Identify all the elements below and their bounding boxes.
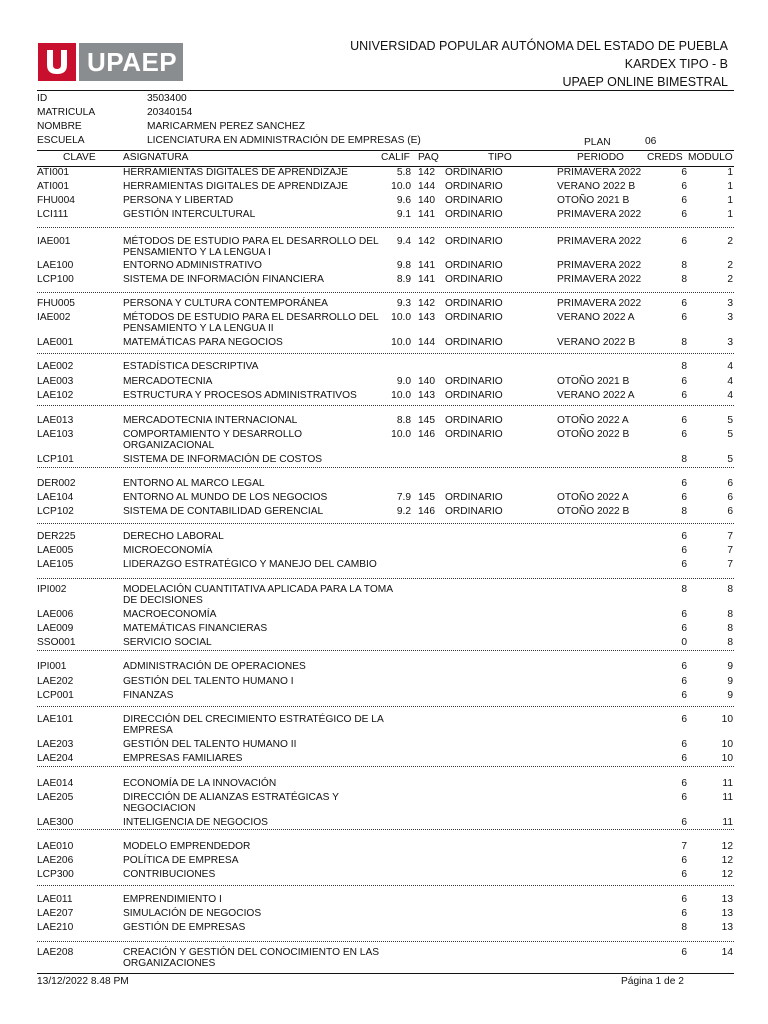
cell-calif: 9.0 [396, 376, 411, 387]
cell-paq: 141 [418, 260, 435, 271]
cell-periodo: PRIMAVERA 2022 [557, 274, 642, 285]
cell-paq: 142 [418, 236, 435, 247]
cell-clave: FHU005 [37, 298, 75, 309]
cell-clave: LAE011 [37, 894, 73, 905]
col-tipo: TIPO [488, 152, 512, 163]
cell-modulo: 5 [727, 429, 733, 440]
cell-creds: 6 [681, 559, 687, 570]
cell-asignatura: ENTORNO AL MUNDO DE LOS NEGOCIOS [123, 492, 328, 503]
cell-modulo: 3 [727, 337, 733, 348]
cell-modulo: 5 [727, 415, 733, 426]
cell-periodo: PRIMAVERA 2022 [557, 298, 642, 309]
cell-modulo: 11 [722, 778, 733, 789]
cell-tipo: ORDINARIO [445, 376, 503, 387]
col-paq: PAQ [418, 152, 439, 163]
cell-periodo: OTOÑO 2021 B [557, 376, 630, 387]
cell-asignatura: MATEMÁTICAS PARA NEGOCIOS [123, 337, 283, 348]
cell-clave: LAE206 [37, 855, 74, 866]
cell-clave: LCP001 [37, 690, 74, 701]
cell-modulo: 14 [721, 947, 733, 958]
cell-clave: LAE006 [37, 609, 74, 620]
cell-asignatura: POLÍTICA DE EMPRESA [123, 855, 239, 866]
cell-paq: 144 [418, 181, 435, 192]
col-clave: CLAVE [63, 152, 96, 163]
col-calif: CALIF [381, 152, 410, 163]
cell-paq: 140 [418, 195, 435, 206]
cell-modulo: 8 [727, 609, 733, 620]
plan-label: PLAN [584, 137, 611, 148]
cell-creds: 6 [681, 855, 687, 866]
cell-modulo: 8 [727, 623, 733, 634]
cell-tipo: ORDINARIO [445, 415, 503, 426]
cell-creds: 6 [681, 209, 687, 220]
matricula-value: 20340154 [147, 107, 193, 118]
cell-creds: 6 [681, 792, 687, 803]
cell-creds: 6 [681, 609, 687, 620]
cell-asignatura: SERVICIO SOCIAL [123, 637, 212, 648]
matricula-label: MATRICULA [37, 107, 96, 118]
cell-creds: 8 [681, 454, 687, 465]
cell-calif: 9.3 [396, 298, 411, 309]
cell-modulo: 6 [727, 478, 733, 489]
col-modulo: MODULO [688, 152, 733, 163]
cell-creds: 6 [681, 181, 687, 192]
cell-clave: ATI001 [37, 167, 70, 178]
cell-calif: 9.8 [396, 260, 411, 271]
cell-clave: LAE203 [37, 739, 74, 750]
cell-asignatura: HERRAMIENTAS DIGITALES DE APRENDIZAJE [123, 167, 348, 178]
cell-asignatura: INTELIGENCIA DE NEGOCIOS [123, 817, 268, 828]
logo-wordmark: UPAEP [79, 43, 183, 81]
cell-clave: LAE003 [37, 376, 74, 387]
cell-tipo: ORDINARIO [445, 312, 503, 323]
cell-modulo: 2 [727, 260, 733, 271]
cell-asignatura: MERCADOTECNIA [123, 376, 213, 387]
cell-clave: LAE005 [37, 545, 74, 556]
cell-clave: LAE204 [37, 753, 74, 764]
cell-creds: 6 [681, 908, 687, 919]
cell-asignatura: FINANZAS [123, 690, 174, 701]
cell-tipo: ORDINARIO [445, 274, 503, 285]
cell-calif: 10.0 [391, 181, 411, 192]
module-separator [37, 227, 734, 228]
cell-calif: 9.1 [396, 209, 411, 220]
cell-periodo: VERANO 2022 B [557, 181, 636, 192]
cell-clave: LAE013 [37, 415, 74, 426]
cell-creds: 6 [681, 661, 687, 672]
cell-clave: LAE210 [37, 922, 74, 933]
cell-calif: 5.8 [396, 167, 411, 178]
cell-tipo: ORDINARIO [445, 260, 503, 271]
cell-asignatura: DIRECCIÓN DE ALIANZAS ESTRATÉGICAS Y NEGOCIACION [123, 792, 339, 814]
id-label: ID [37, 93, 48, 104]
cell-asignatura: ECONOMÍA DE LA INNOVACIÓN [123, 778, 277, 789]
cell-creds: 6 [681, 376, 687, 387]
cell-creds: 6 [681, 236, 687, 247]
cell-creds: 6 [681, 947, 687, 958]
cell-modulo: 12 [721, 841, 733, 852]
upaep-u-mark [38, 43, 76, 81]
cell-creds: 8 [681, 584, 687, 595]
cell-asignatura: EMPRESAS FAMILIARES [123, 753, 243, 764]
col-creds: CREDS [647, 152, 683, 163]
cell-clave: LAE105 [37, 559, 74, 570]
cell-modulo: 1 [727, 209, 733, 220]
cell-clave: LAE103 [37, 429, 74, 440]
document-header [350, 37, 728, 91]
module-separator [37, 829, 734, 830]
cell-clave: DER225 [37, 531, 76, 542]
cell-modulo: 2 [727, 274, 733, 285]
cell-creds: 6 [681, 545, 687, 556]
module-separator [37, 405, 734, 406]
cell-creds: 8 [681, 260, 687, 271]
cell-paq: 143 [418, 312, 435, 323]
cell-tipo: ORDINARIO [445, 429, 503, 440]
cell-modulo: 1 [727, 195, 733, 206]
university-name: UNIVERSIDAD POPULAR AUTÓNOMA DEL ESTADO DE PUEBLA [350, 39, 728, 53]
cell-clave: ATI001 [37, 181, 70, 192]
cell-asignatura: ENTORNO ADMINISTRATIVO [123, 260, 262, 271]
cell-clave: LAE207 [37, 908, 74, 919]
u-shield-icon [44, 48, 70, 76]
cell-creds: 6 [681, 415, 687, 426]
cell-creds: 6 [681, 753, 687, 764]
cell-creds: 6 [681, 817, 687, 828]
id-value: 3503400 [147, 93, 187, 104]
upaep-logo [38, 43, 183, 81]
cell-modulo: 3 [727, 298, 733, 309]
cell-asignatura: LIDERAZGO ESTRATÉGICO Y MANEJO DEL CAMBIO [123, 559, 377, 570]
cell-asignatura: GESTIÓN DEL TALENTO HUMANO II [123, 739, 297, 750]
cell-paq: 140 [418, 376, 435, 387]
cell-modulo: 4 [727, 376, 733, 387]
cell-clave: LAE205 [37, 792, 74, 803]
cell-modulo: 4 [727, 390, 733, 401]
cell-modulo: 9 [727, 676, 733, 687]
col-periodo: PERIODO [577, 152, 624, 163]
cell-periodo: OTOÑO 2022 B [557, 506, 630, 517]
cell-periodo: PRIMAVERA 2022 [557, 260, 642, 271]
cell-tipo: ORDINARIO [445, 390, 503, 401]
cell-tipo: ORDINARIO [445, 195, 503, 206]
cell-asignatura: PERSONA Y LIBERTAD [123, 195, 234, 206]
cell-asignatura: SISTEMA DE CONTABILIDAD GERENCIAL [123, 506, 324, 517]
cell-modulo: 10 [721, 753, 733, 764]
cell-modulo: 13 [721, 894, 733, 905]
cell-tipo: ORDINARIO [445, 209, 503, 220]
cell-modulo: 10 [721, 739, 733, 750]
cell-creds: 6 [681, 531, 687, 542]
cell-paq: 144 [418, 337, 435, 348]
cell-asignatura: MODELO EMPRENDEDOR [123, 841, 251, 852]
cell-modulo: 7 [727, 545, 733, 556]
cell-modulo: 7 [727, 559, 733, 570]
table-header [37, 150, 734, 167]
cell-paq: 146 [418, 506, 435, 517]
cell-calif: 9.6 [396, 195, 411, 206]
cell-asignatura: ADMINISTRACIÓN DE OPERACIONES [123, 661, 306, 672]
cell-creds: 6 [681, 429, 687, 440]
cell-calif: 9.2 [396, 506, 411, 517]
cell-asignatura: CREACIÓN Y GESTIÓN DEL CONOCIMIENTO EN LAS ORGANIZACIONES [123, 947, 380, 969]
cell-asignatura: SIMULACIÓN DE NEGOCIOS [123, 908, 262, 919]
cell-creds: 7 [681, 841, 687, 852]
cell-asignatura: MÉTODOS DE ESTUDIO PARA EL DESARROLLO DEL PENSAMIENTO Y LA LENGUA II [123, 312, 379, 334]
cell-modulo: 8 [727, 637, 733, 648]
cell-paq: 142 [418, 298, 435, 309]
cell-clave: LAE001 [37, 337, 74, 348]
cell-modulo: 13 [721, 922, 733, 933]
cell-creds: 0 [681, 637, 687, 648]
cell-clave: LAE100 [37, 260, 74, 271]
cell-modulo: 2 [727, 236, 733, 247]
cell-clave: LAE202 [37, 676, 74, 687]
cell-asignatura: ENTORNO AL MARCO LEGAL [123, 478, 265, 489]
cell-clave: LCI111 [37, 209, 69, 220]
escuela-value: LICENCIATURA EN ADMINISTRACIÓN DE EMPRESAS (E) [147, 135, 421, 146]
cell-asignatura: PERSONA Y CULTURA CONTEMPORÁNEA [123, 298, 328, 309]
cell-creds: 6 [681, 298, 687, 309]
cell-creds: 6 [681, 623, 687, 634]
cell-creds: 6 [681, 492, 687, 503]
cell-paq: 145 [418, 415, 435, 426]
cell-asignatura: DIRECCIÓN DEL CRECIMIENTO ESTRATÉGICO DE LA EMPRESA [123, 714, 384, 736]
cell-clave: LAE208 [37, 947, 74, 958]
cell-modulo: 6 [727, 492, 733, 503]
cell-periodo: OTOÑO 2022 B [557, 429, 630, 440]
cell-modulo: 11 [722, 817, 733, 828]
cell-calif: 8.9 [396, 274, 411, 285]
escuela-label: ESCUELA [37, 135, 85, 146]
cell-clave: LAE002 [37, 361, 74, 372]
cell-clave: LAE101 [37, 714, 74, 725]
module-separator [37, 523, 734, 524]
cell-modulo: 13 [721, 908, 733, 919]
cell-periodo: VERANO 2022 A [557, 312, 635, 323]
cell-clave: LCP100 [37, 274, 74, 285]
cell-asignatura: ESTADÍSTICA DESCRIPTIVA [123, 361, 259, 372]
cell-asignatura: SISTEMA DE INFORMACIÓN DE COSTOS [123, 454, 323, 465]
cell-tipo: ORDINARIO [445, 236, 503, 247]
cell-periodo: PRIMAVERA 2022 [557, 236, 642, 247]
cell-modulo: 1 [727, 181, 733, 192]
cell-periodo: PRIMAVERA 2022 [557, 209, 642, 220]
cell-clave: LAE300 [37, 817, 74, 828]
cell-clave: SSO001 [37, 637, 76, 648]
cell-modulo: 7 [727, 531, 733, 542]
cell-creds: 8 [681, 361, 687, 372]
cell-calif: 10.0 [391, 390, 411, 401]
cell-paq: 141 [418, 274, 435, 285]
cell-creds: 8 [681, 274, 687, 285]
cell-asignatura: MATEMÁTICAS FINANCIERAS [123, 623, 268, 634]
cell-tipo: ORDINARIO [445, 167, 503, 178]
cell-creds: 6 [681, 739, 687, 750]
nombre-label: NOMBRE [37, 121, 82, 132]
cell-clave: IAE002 [37, 312, 71, 323]
header-rule [37, 90, 734, 91]
cell-tipo: ORDINARIO [445, 181, 503, 192]
cell-paq: 141 [418, 209, 435, 220]
cell-calif: 8.8 [396, 415, 411, 426]
cell-modulo: 3 [727, 312, 733, 323]
cell-modulo: 5 [727, 454, 733, 465]
cell-modulo: 9 [727, 690, 733, 701]
cell-calif: 9.4 [396, 236, 411, 247]
cell-tipo: ORDINARIO [445, 492, 503, 503]
cell-creds: 6 [681, 869, 687, 880]
cell-creds: 6 [681, 195, 687, 206]
cell-periodo: OTOÑO 2022 A [557, 492, 629, 503]
cell-creds: 6 [681, 714, 687, 725]
cell-creds: 6 [681, 478, 687, 489]
cell-asignatura: GESTIÓN DE EMPRESAS [123, 922, 246, 933]
plan-value: 06 [645, 136, 657, 147]
cell-modulo: 1 [727, 167, 733, 178]
module-separator [37, 467, 734, 468]
module-separator [37, 885, 734, 886]
cell-asignatura: MACROECONOMÍA [123, 609, 217, 620]
cell-creds: 8 [681, 337, 687, 348]
cell-calif: 7.9 [396, 492, 411, 503]
module-separator [37, 650, 734, 651]
cell-clave: IAE001 [37, 236, 71, 247]
cell-modulo: 10 [721, 714, 733, 725]
cell-paq: 142 [418, 167, 435, 178]
cell-modulo: 11 [722, 792, 733, 803]
cell-clave: LCP300 [37, 869, 74, 880]
cell-asignatura: HERRAMIENTAS DIGITALES DE APRENDIZAJE [123, 181, 348, 192]
col-asignatura: ASIGNATURA [123, 152, 189, 163]
cell-modulo: 12 [721, 869, 733, 880]
cell-periodo: VERANO 2022 A [557, 390, 635, 401]
cell-clave: IPI001 [37, 661, 67, 672]
page-number: Página 1 de 2 [621, 976, 684, 987]
cell-tipo: ORDINARIO [445, 337, 503, 348]
cell-tipo: ORDINARIO [445, 298, 503, 309]
cell-asignatura: COMPORTAMIENTO Y DESARROLLO ORGANIZACIONAL [123, 429, 303, 451]
cell-modulo: 9 [727, 661, 733, 672]
cell-asignatura: EMPRENDIMIENTO I [123, 894, 222, 905]
cell-paq: 143 [418, 390, 435, 401]
cell-creds: 6 [681, 390, 687, 401]
cell-creds: 8 [681, 506, 687, 517]
cell-clave: LAE102 [37, 390, 74, 401]
cell-clave: IPI002 [37, 584, 67, 595]
module-separator [37, 578, 734, 579]
cell-asignatura: MODELACIÓN CUANTITATIVA APLICADA PARA LA TOMA DE DECISIONES [123, 584, 393, 606]
print-date: 13/12/2022 8.48 PM [37, 976, 129, 987]
cell-clave: LCP102 [37, 506, 74, 517]
cell-periodo: PRIMAVERA 2022 [557, 167, 642, 178]
cell-asignatura: MICROECONOMÍA [123, 545, 213, 556]
cell-creds: 6 [681, 778, 687, 789]
nombre-value: MARICARMEN PEREZ SANCHEZ [147, 121, 305, 132]
cell-creds: 8 [681, 922, 687, 933]
cell-asignatura: MÉTODOS DE ESTUDIO PARA EL DESARROLLO DEL PENSAMIENTO Y LA LENGUA I [123, 236, 379, 258]
cell-creds: 6 [681, 676, 687, 687]
cell-clave: LAE010 [37, 841, 74, 852]
cell-periodo: OTOÑO 2021 B [557, 195, 630, 206]
cell-asignatura: DERECHO LABORAL [123, 531, 224, 542]
cell-creds: 6 [681, 312, 687, 323]
cell-calif: 10.0 [391, 312, 411, 323]
cell-modulo: 12 [721, 855, 733, 866]
module-separator [37, 292, 734, 293]
cell-asignatura: GESTIÓN INTERCULTURAL [123, 209, 256, 220]
cell-creds: 6 [681, 894, 687, 905]
footer-rule [37, 973, 734, 974]
cell-periodo: OTOÑO 2022 A [557, 415, 629, 426]
cell-modulo: 8 [727, 584, 733, 595]
cell-modulo: 4 [727, 361, 733, 372]
module-separator [37, 353, 734, 354]
cell-creds: 6 [681, 167, 687, 178]
cell-clave: LCP101 [37, 454, 74, 465]
cell-asignatura: GESTIÓN DEL TALENTO HUMANO I [123, 676, 294, 687]
module-separator [37, 941, 734, 942]
cell-clave: LAE104 [37, 492, 74, 503]
cell-asignatura: SISTEMA DE INFORMACIÓN FINANCIERA [123, 274, 324, 285]
cell-paq: 146 [418, 429, 435, 440]
cell-paq: 145 [418, 492, 435, 503]
cell-calif: 10.0 [391, 429, 411, 440]
document-type: KARDEX TIPO - B [624, 57, 728, 71]
cell-modulo: 6 [727, 506, 733, 517]
cell-clave: LAE009 [37, 623, 74, 634]
cell-creds: 6 [681, 690, 687, 701]
module-separator [37, 766, 734, 767]
program-mode: UPAEP ONLINE BIMESTRAL [562, 75, 728, 89]
cell-periodo: VERANO 2022 B [557, 337, 636, 348]
cell-clave: DER002 [37, 478, 76, 489]
module-separator [37, 706, 734, 707]
cell-tipo: ORDINARIO [445, 506, 503, 517]
cell-calif: 10.0 [391, 337, 411, 348]
cell-asignatura: MERCADOTECNIA INTERNACIONAL [123, 415, 298, 426]
cell-clave: LAE014 [37, 778, 74, 789]
cell-asignatura: ESTRUCTURA Y PROCESOS ADMINISTRATIVOS [123, 390, 357, 401]
cell-asignatura: CONTRIBUCIONES [123, 869, 216, 880]
cell-clave: FHU004 [37, 195, 75, 206]
